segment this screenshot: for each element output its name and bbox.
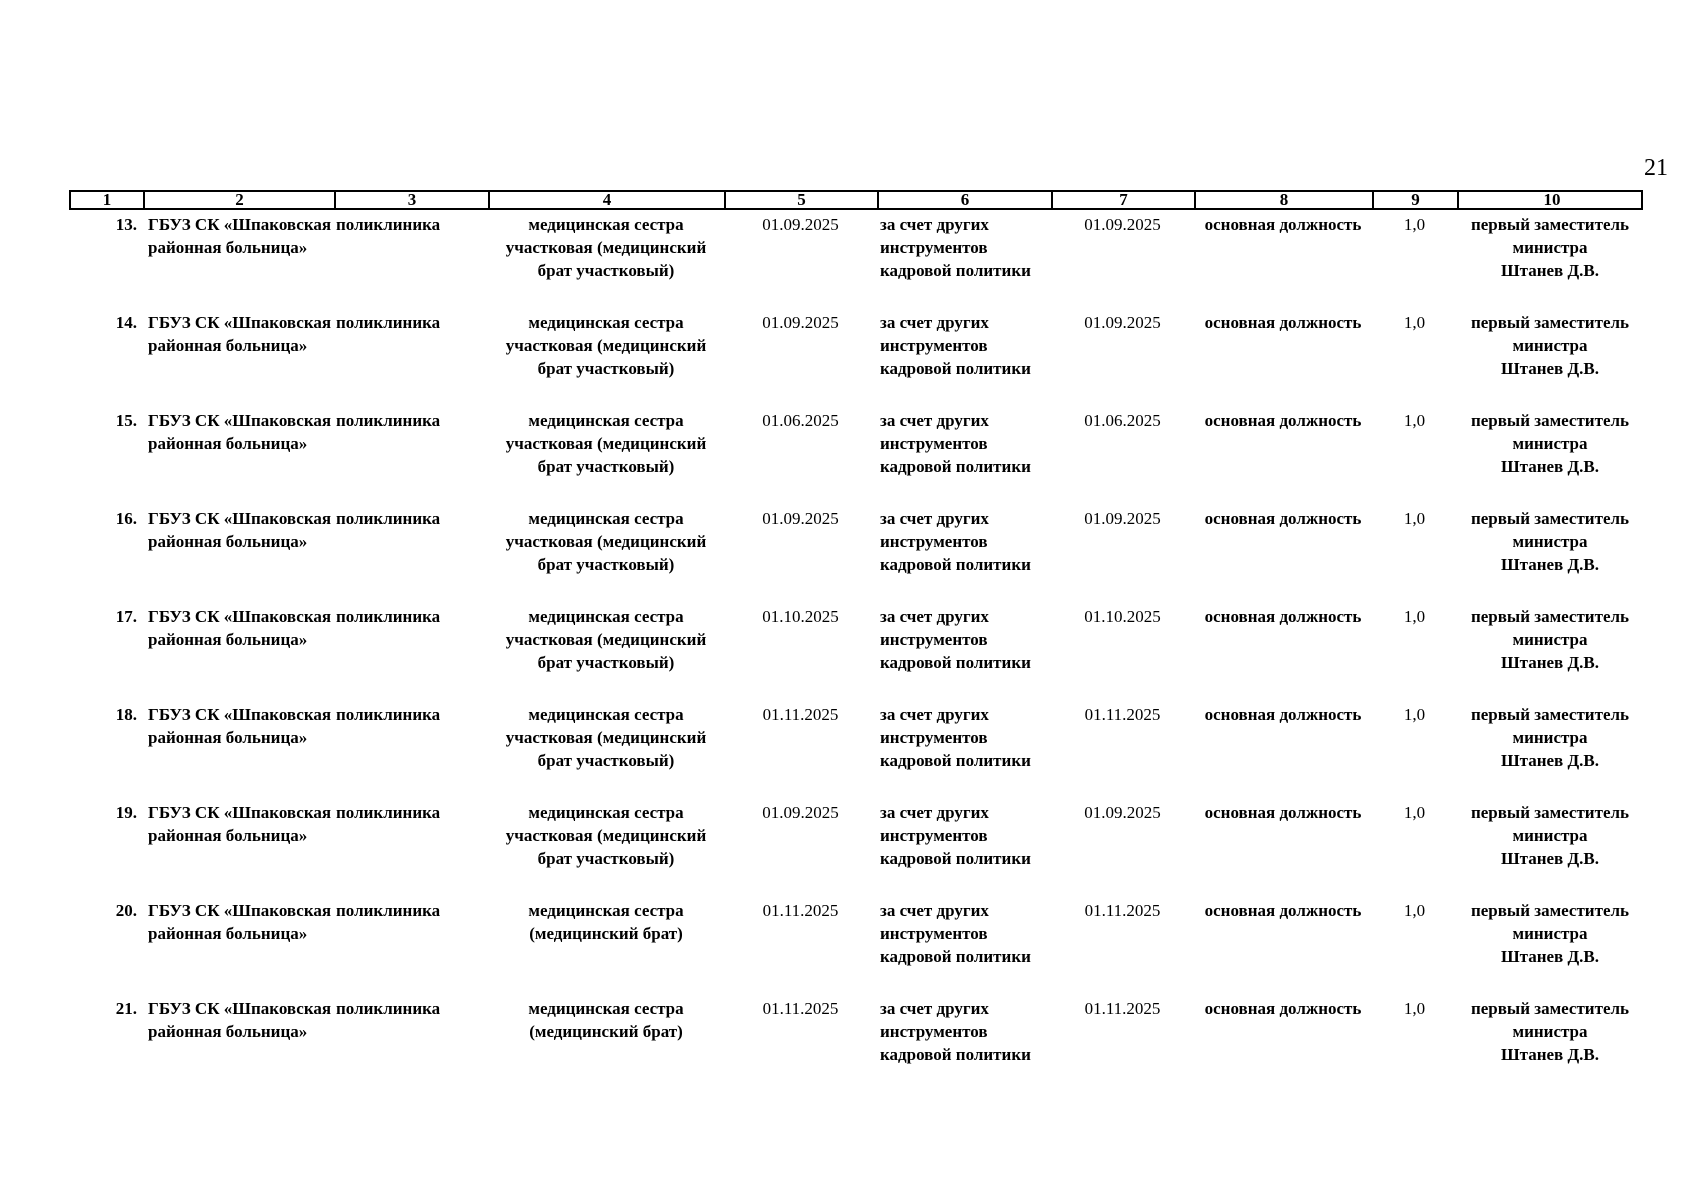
row-number: 18. [115,705,137,724]
date-cell: 01.11.2025 [1084,705,1161,724]
table-row [69,702,1643,800]
unit-cell: поликлиника [336,313,441,332]
source-cell: за счет других инструментов кадровой политики [880,705,1031,770]
organization-cell: ГБУЗ СК «Шпаковская районная больница» [148,803,332,845]
column-header: 4 [490,192,726,208]
position-cell: медицинская сестра (медицинский брат) [528,999,684,1041]
column-header: 8 [1196,192,1374,208]
date-cell: 01.09.2025 [1084,313,1161,332]
organization-cell: ГБУЗ СК «Шпаковская районная больница» [148,411,332,453]
table-row [69,212,1643,310]
table-row [69,996,1643,1094]
organization-cell: ГБУЗ СК «Шпаковская районная больница» [148,607,332,649]
rate-cell: 1,0 [1403,215,1426,234]
page-number: 21 [1644,155,1668,181]
date-cell: 01.06.2025 [1084,411,1161,430]
table-row [69,506,1643,604]
unit-cell: поликлиника [336,705,441,724]
employment-type-cell: основная должность [1204,411,1362,430]
rate-cell: 1,0 [1403,803,1426,822]
column-header: 1 [71,192,145,208]
rate-cell: 1,0 [1403,509,1426,528]
date-cell: 01.09.2025 [1084,215,1161,234]
position-cell: медицинская сестра участковая (медицинский брат участковый) [505,313,707,378]
responsible-cell: первый заместитель министра Штанев Д.В. [1470,411,1630,476]
column-header: 3 [336,192,490,208]
unit-cell: поликлиника [336,411,441,430]
date-cell: 01.09.2025 [762,313,839,332]
employment-type-cell: основная должность [1204,313,1362,332]
column-header: 6 [879,192,1053,208]
rate-cell: 1,0 [1403,607,1426,626]
rate-cell: 1,0 [1403,901,1426,920]
date-cell: 01.11.2025 [762,705,839,724]
date-cell: 01.11.2025 [1084,901,1161,920]
responsible-cell: первый заместитель министра Штанев Д.В. [1470,313,1630,378]
responsible-cell: первый заместитель министра Штанев Д.В. [1470,901,1630,966]
source-cell: за счет других инструментов кадровой политики [880,803,1031,868]
unit-cell: поликлиника [336,999,441,1018]
unit-cell: поликлиника [336,803,441,822]
date-cell: 01.09.2025 [1084,803,1161,822]
responsible-cell: первый заместитель министра Штанев Д.В. [1470,509,1630,574]
position-cell: медицинская сестра участковая (медицинский брат участковый) [505,705,707,770]
column-header: 9 [1374,192,1459,208]
date-cell: 01.11.2025 [1084,999,1161,1018]
column-header: 2 [145,192,336,208]
source-cell: за счет других инструментов кадровой политики [880,607,1031,672]
responsible-cell: первый заместитель министра Штанев Д.В. [1470,803,1630,868]
table-row [69,408,1643,506]
column-header: 10 [1543,190,1561,209]
unit-cell: поликлиника [336,901,441,920]
responsible-cell: первый заместитель министра Штанев Д.В. [1470,999,1630,1064]
source-cell: за счет других инструментов кадровой политики [880,509,1031,574]
organization-cell: ГБУЗ СК «Шпаковская районная больница» [148,509,332,551]
employment-type-cell: основная должность [1204,803,1362,822]
date-cell: 01.10.2025 [762,607,839,626]
row-number: 17. [115,607,137,626]
source-cell: за счет других инструментов кадровой политики [880,999,1031,1064]
employment-type-cell: основная должность [1204,509,1362,528]
position-cell: медицинская сестра участковая (медицинский брат участковый) [505,411,707,476]
responsible-cell: первый заместитель министра Штанев Д.В. [1470,607,1630,672]
source-cell: за счет других инструментов кадровой политики [880,215,1031,280]
organization-cell: ГБУЗ СК «Шпаковская районная больница» [148,999,332,1041]
position-cell: медицинская сестра участковая (медицинский брат участковый) [505,509,707,574]
unit-cell: поликлиника [336,215,441,234]
date-cell: 01.11.2025 [762,901,839,920]
employment-type-cell: основная должность [1204,999,1362,1018]
date-cell: 01.06.2025 [762,411,839,430]
source-cell: за счет других инструментов кадровой политики [880,411,1031,476]
position-cell: медицинская сестра (медицинский брат) [528,901,684,943]
table-row [69,898,1643,996]
table-row [69,800,1643,898]
position-cell: медицинская сестра участковая (медицинский брат участковый) [505,607,707,672]
date-cell: 01.10.2025 [1084,607,1161,626]
responsible-cell: первый заместитель министра Штанев Д.В. [1470,705,1630,770]
source-cell: за счет других инструментов кадровой политики [880,313,1031,378]
column-header: 5 [726,192,879,208]
employment-type-cell: основная должность [1204,705,1362,724]
position-cell: медицинская сестра участковая (медицинский брат участковый) [505,803,707,868]
employment-type-cell: основная должность [1204,901,1362,920]
table-row [69,604,1643,702]
position-cell: медицинская сестра участковая (медицинский брат участковый) [505,215,707,280]
row-number: 21. [115,999,137,1018]
rate-cell: 1,0 [1403,411,1426,430]
column-header: 7 [1053,192,1196,208]
date-cell: 01.09.2025 [762,215,839,234]
organization-cell: ГБУЗ СК «Шпаковская районная больница» [148,705,332,747]
row-number: 14. [115,313,137,332]
rate-cell: 1,0 [1403,999,1426,1018]
date-cell: 01.09.2025 [1084,509,1161,528]
rate-cell: 1,0 [1403,705,1426,724]
date-cell: 01.11.2025 [762,999,839,1018]
unit-cell: поликлиника [336,607,441,626]
date-cell: 01.09.2025 [762,803,839,822]
employment-type-cell: основная должность [1204,607,1362,626]
table-body [69,212,1643,1094]
employment-type-cell: основная должность [1204,215,1362,234]
rate-cell: 1,0 [1403,313,1426,332]
unit-cell: поликлиника [336,509,441,528]
organization-cell: ГБУЗ СК «Шпаковская районная больница» [148,215,332,257]
table-row [69,310,1643,408]
row-number: 15. [115,411,137,430]
source-cell: за счет других инструментов кадровой политики [880,901,1031,966]
row-number: 16. [115,509,137,528]
row-number: 20. [115,901,137,920]
row-number: 13. [115,215,137,234]
organization-cell: ГБУЗ СК «Шпаковская районная больница» [148,901,332,943]
date-cell: 01.09.2025 [762,509,839,528]
organization-cell: ГБУЗ СК «Шпаковская районная больница» [148,313,332,355]
row-number: 19. [115,803,137,822]
responsible-cell: первый заместитель министра Штанев Д.В. [1470,215,1630,280]
table-header [69,190,1643,210]
